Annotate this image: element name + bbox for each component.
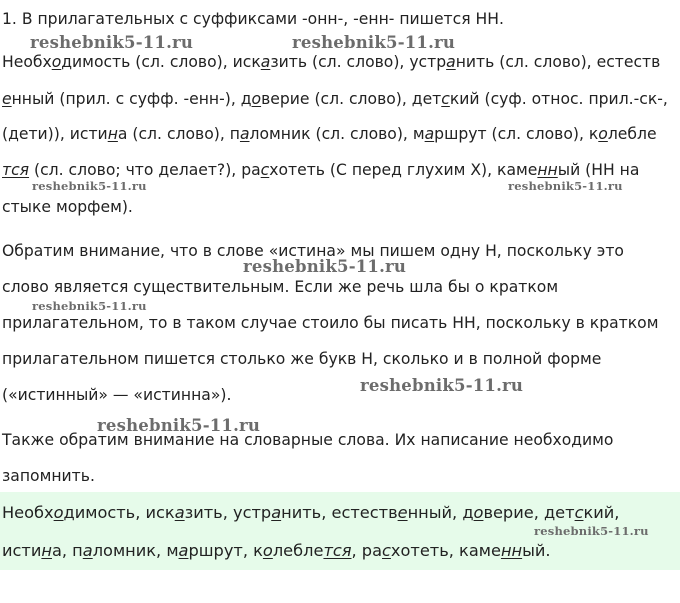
underlined-letter: о bbox=[51, 53, 62, 71]
text-segment: хотеть, каме bbox=[390, 541, 501, 560]
explanation-line-3: прилагательном, то в таком случае стоило бы писать НН, поскольку в кратком bbox=[2, 314, 659, 332]
watermark: reshebnik5-11.ru bbox=[534, 524, 649, 538]
watermark: reshebnik5-11.ru bbox=[32, 179, 147, 193]
text-segment: лебле bbox=[272, 541, 324, 560]
underlined-letter: о bbox=[53, 503, 64, 522]
explanation-line-1: Обратим внимание, что в слове «истина» мы пишем одну Н, поскольку это bbox=[2, 242, 624, 260]
underlined-letter: с bbox=[441, 90, 450, 108]
text-segment: кий (суф. относ. прил.-ск-, bbox=[449, 90, 668, 108]
underlined-letter: нн bbox=[537, 161, 558, 179]
answer-line-1 bbox=[2, 503, 619, 523]
underlined-letter: с bbox=[260, 161, 270, 179]
text-segment: хотеть (С перед глухим Х), каме bbox=[269, 161, 538, 179]
explanation-line-4: прилагательном пишется столько же букв Н, сколько и в полной форме bbox=[2, 350, 602, 368]
word-list-line-4 bbox=[2, 160, 639, 180]
text-segment: ломник (сл. слово), м bbox=[249, 125, 425, 143]
underlined-letter: с bbox=[574, 503, 584, 522]
text-segment: лебле bbox=[607, 125, 657, 143]
underlined-letter: а bbox=[424, 125, 435, 143]
text-segment: ый. bbox=[522, 541, 551, 560]
word-list-line-1 bbox=[2, 52, 660, 72]
note-line-1: Также обратим внимание на словарные слова. Их написание необходимо bbox=[2, 431, 614, 449]
underlined-letter: е bbox=[397, 503, 408, 522]
word-list-line-2 bbox=[2, 89, 668, 109]
watermark: reshebnik5-11.ru bbox=[243, 257, 407, 276]
text-segment: димость (сл. слово), иск bbox=[61, 53, 261, 71]
rule-heading: 1. В прилагательных с суффиксами -онн-, -енн- пишется НН. bbox=[2, 10, 504, 28]
watermark: reshebnik5-11.ru bbox=[97, 416, 261, 435]
text-segment: верие (сл. слово), дет bbox=[261, 90, 442, 108]
text-segment: зить (сл. слово), устр bbox=[270, 53, 447, 71]
underlined-letter: н bbox=[41, 541, 52, 560]
underlined-letter: а bbox=[260, 53, 271, 71]
text-segment: а, п bbox=[51, 541, 83, 560]
text-segment: нный, д bbox=[407, 503, 474, 522]
text-segment: кий, bbox=[583, 503, 620, 522]
watermark: reshebnik5-11.ru bbox=[360, 376, 524, 395]
text-segment: зить, устр bbox=[184, 503, 272, 522]
underlined-letter: с bbox=[382, 541, 391, 560]
text-segment: верие, дет bbox=[483, 503, 575, 522]
underlined-letter: а bbox=[446, 53, 456, 71]
answer-line-2 bbox=[2, 541, 551, 561]
text-segment: (дети)), исти bbox=[2, 125, 108, 143]
text-segment: исти bbox=[2, 541, 42, 560]
underlined-letter: н bbox=[107, 125, 118, 143]
text-segment: Необх bbox=[2, 503, 54, 522]
underlined-letter: а bbox=[239, 125, 250, 143]
explanation-line-5: («истинный» — «истинна»). bbox=[2, 386, 232, 404]
text-segment: нить, естеств bbox=[281, 503, 398, 522]
underlined-letter: а bbox=[271, 503, 282, 522]
text-segment: нить (сл. слово), естеств bbox=[455, 53, 661, 71]
text-segment: Необх bbox=[2, 53, 52, 71]
text-segment: ломник, м bbox=[92, 541, 179, 560]
watermark: reshebnik5-11.ru bbox=[32, 299, 147, 313]
underlined-letter: а bbox=[178, 541, 189, 560]
text-segment: ршрут, к bbox=[188, 541, 263, 560]
text-segment: , ра bbox=[351, 541, 383, 560]
underlined-letter: о bbox=[598, 125, 608, 143]
text-segment: (сл. слово; что делает?), ра bbox=[29, 161, 261, 179]
word-list-line-5: стыке морфем). bbox=[2, 198, 133, 216]
watermark: reshebnik5-11.ru bbox=[508, 179, 623, 193]
underlined-letter: нн bbox=[500, 541, 523, 560]
text-segment: нный (прил. с суфф. -енн-), д bbox=[11, 90, 252, 108]
underlined-letter: а bbox=[174, 503, 185, 522]
watermark: reshebnik5-11.ru bbox=[30, 33, 194, 52]
underlined-letter: о bbox=[262, 541, 273, 560]
text-segment: ршрут (сл. слово), к bbox=[434, 125, 599, 143]
underlined-letter: о bbox=[251, 90, 262, 108]
word-list-line-3 bbox=[2, 124, 657, 144]
text-segment: димость, иск bbox=[63, 503, 175, 522]
note-line-2: запомнить. bbox=[2, 467, 95, 485]
underlined-letter: е bbox=[2, 90, 12, 108]
text-segment: ый (НН на bbox=[557, 161, 640, 179]
underlined-letter: тся bbox=[323, 541, 352, 560]
underlined-letter: тся bbox=[2, 161, 30, 179]
underlined-letter: о bbox=[473, 503, 484, 522]
watermark: reshebnik5-11.ru bbox=[292, 33, 456, 52]
text-segment: а (сл. слово), п bbox=[117, 125, 240, 143]
underlined-letter: а bbox=[82, 541, 93, 560]
explanation-line-2: слово является существительным. Если же речь шла бы о кратком bbox=[2, 278, 559, 296]
